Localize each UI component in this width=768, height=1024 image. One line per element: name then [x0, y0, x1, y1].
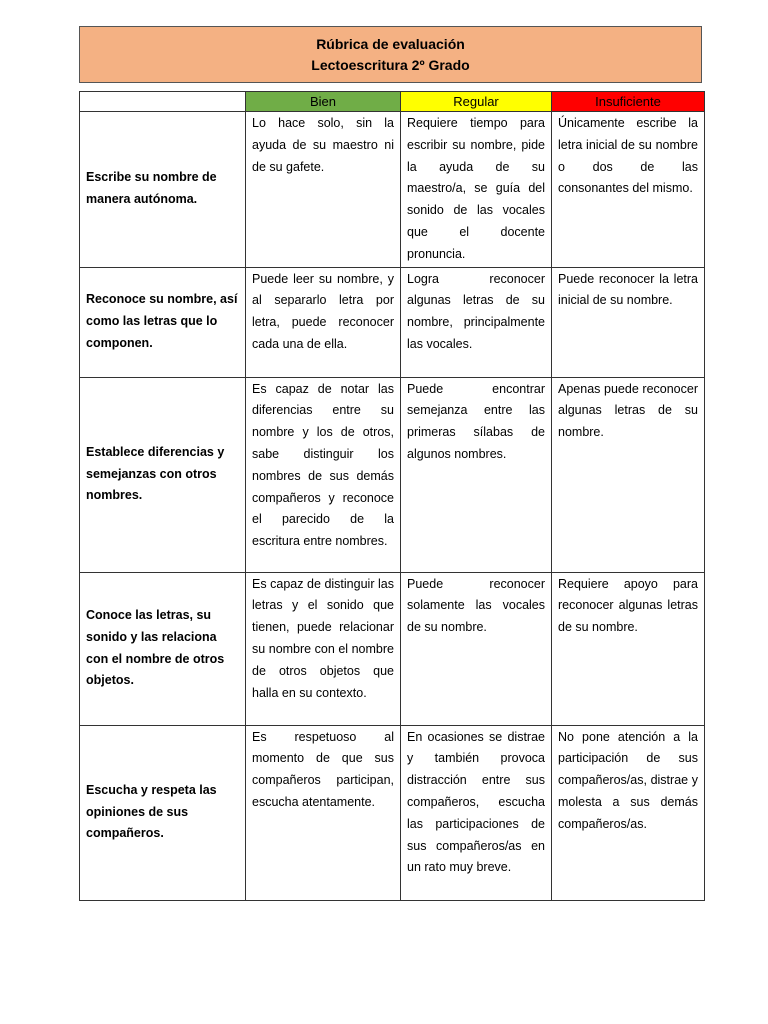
table-row [80, 725, 705, 900]
insuficiente-cell: Apenas puede reconocer algunas letras de su nombre. [552, 377, 705, 572]
header-criterion-cell [80, 92, 246, 112]
regular-cell: Puede reconocer solamente las vocales de su nombre. [401, 572, 552, 725]
criterion-cell: Conoce las letras, su sonido y las relaciona con el nombre de otros objetos. [80, 572, 246, 725]
header-bien: Bien [246, 92, 401, 112]
rubric-table [79, 91, 705, 901]
criterion-cell: Establece diferencias y semejanzas con otros nombres. [80, 377, 246, 572]
bien-cell: Es respetuoso al momento de que sus compañeros participan, escucha atentamente. [246, 725, 401, 900]
title-line-2: Lectoescritura 2º Grado [311, 56, 470, 73]
table-header-row [80, 92, 705, 112]
bien-cell: Es capaz de distinguir las letras y el sonido que tienen, puede relacionar su nombre con el nombre de otros objetos que halla en su contexto. [246, 572, 401, 725]
criterion-cell: Escucha y respeta las opiniones de sus compañeros. [80, 725, 246, 900]
header-insuficiente: Insuficiente [552, 92, 705, 112]
insuficiente-cell: Requiere apoyo para reconocer algunas letras de su nombre. [552, 572, 705, 725]
regular-cell: Logra reconocer algunas letras de su nombre, principalmente las vocales. [401, 267, 552, 377]
table-row [80, 377, 705, 572]
criterion-cell: Escribe su nombre de manera autónoma. [80, 112, 246, 268]
regular-cell: Requiere tiempo para escribir su nombre, pide la ayuda de su maestro/a, se guía del sonido de las vocales que el docente pronuncia. [401, 112, 552, 268]
bien-cell: Es capaz de notar las diferencias entre su nombre y los de otros, sabe distinguir los nombres de sus demás compañeros y reconoce el parecido de la escritura entre nombres. [246, 377, 401, 572]
header-regular: Regular [401, 92, 552, 112]
table-row [80, 572, 705, 725]
table-row [80, 112, 705, 268]
document-title-box [79, 26, 702, 83]
title-line-1: Rúbrica de evaluación [316, 35, 465, 52]
regular-cell: En ocasiones se distrae y también provoca distracción entre sus compañeros, escucha las participaciones de sus compañeros/as en un rato muy breve. [401, 725, 552, 900]
insuficiente-cell: Únicamente escribe la letra inicial de su nombre o dos de las consonantes del mismo. [552, 112, 705, 268]
regular-cell: Puede encontrar semejanza entre las primeras sílabas de algunos nombres. [401, 377, 552, 572]
insuficiente-cell: Puede reconocer la letra inicial de su nombre. [552, 267, 705, 377]
table-row [80, 267, 705, 377]
insuficiente-cell: No pone atención a la participación de sus compañeros/as, distrae y molesta a sus demás compañeros/as. [552, 725, 705, 900]
criterion-cell: Reconoce su nombre, así como las letras que lo componen. [80, 267, 246, 377]
bien-cell: Puede leer su nombre, y al separarlo letra por letra, puede reconocer cada una de ella. [246, 267, 401, 377]
bien-cell: Lo hace solo, sin la ayuda de su maestro ni de su gafete. [246, 112, 401, 268]
